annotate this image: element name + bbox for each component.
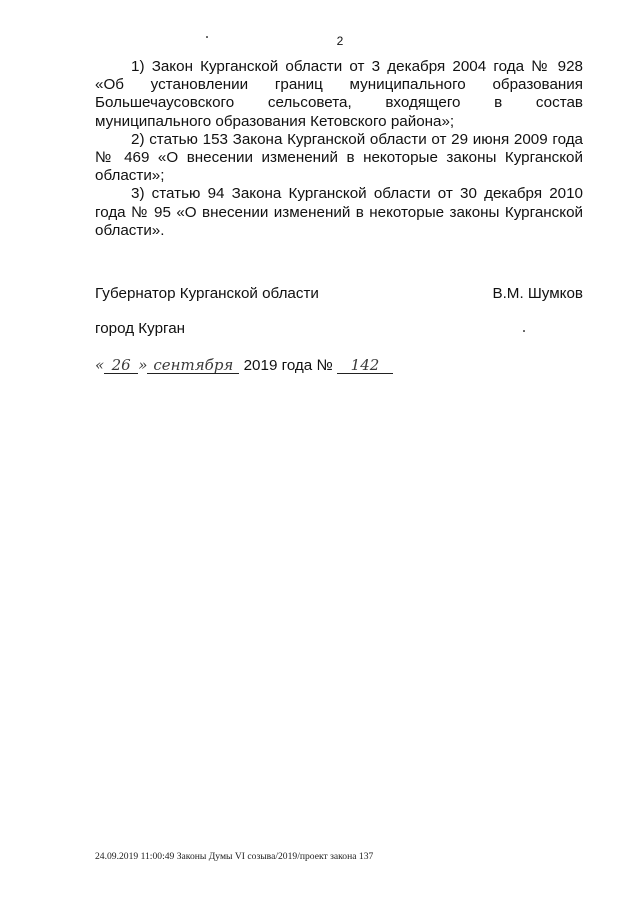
scan-speck — [523, 330, 525, 332]
document-body — [95, 58, 583, 240]
page-number: 2 — [336, 34, 344, 48]
paragraph-1: 1) Закон Курганской области от 3 декабря 2004 года № 928 «Об установлении границ муниципального образования Большечаусовского сельсовета, входящего в состав муниципального образования Кетовского района»; — [95, 58, 583, 130]
date-close-quote: » — [138, 356, 148, 374]
date-day: 26 — [104, 357, 138, 374]
signatory-name: В.М. Шумков — [492, 285, 583, 302]
city-line: город Курган — [95, 320, 186, 337]
date-month: сентября — [147, 357, 239, 374]
document-number: 142 — [337, 357, 393, 374]
paragraph-2: 2) статью 153 Закона Курганской области от 29 июня 2009 года № 469 «О внесении изменений в некоторые законы Курганской области»; — [95, 130, 583, 185]
footer-stamp: 24.09.2019 11:00:49 Законы Думы VI созыва/2019/проект закона 137 — [95, 851, 374, 862]
date-line — [95, 355, 393, 376]
date-year-text: 2019 года № — [243, 357, 333, 374]
paragraph-3: 3) статью 94 Закона Курганской области от 30 декабря 2010 года № 95 «О внесении изменений в некоторые законы Курганской области». — [95, 185, 583, 239]
date-open-quote: « — [95, 356, 105, 374]
signatory-title: Губернатор Курганской области — [95, 285, 319, 302]
